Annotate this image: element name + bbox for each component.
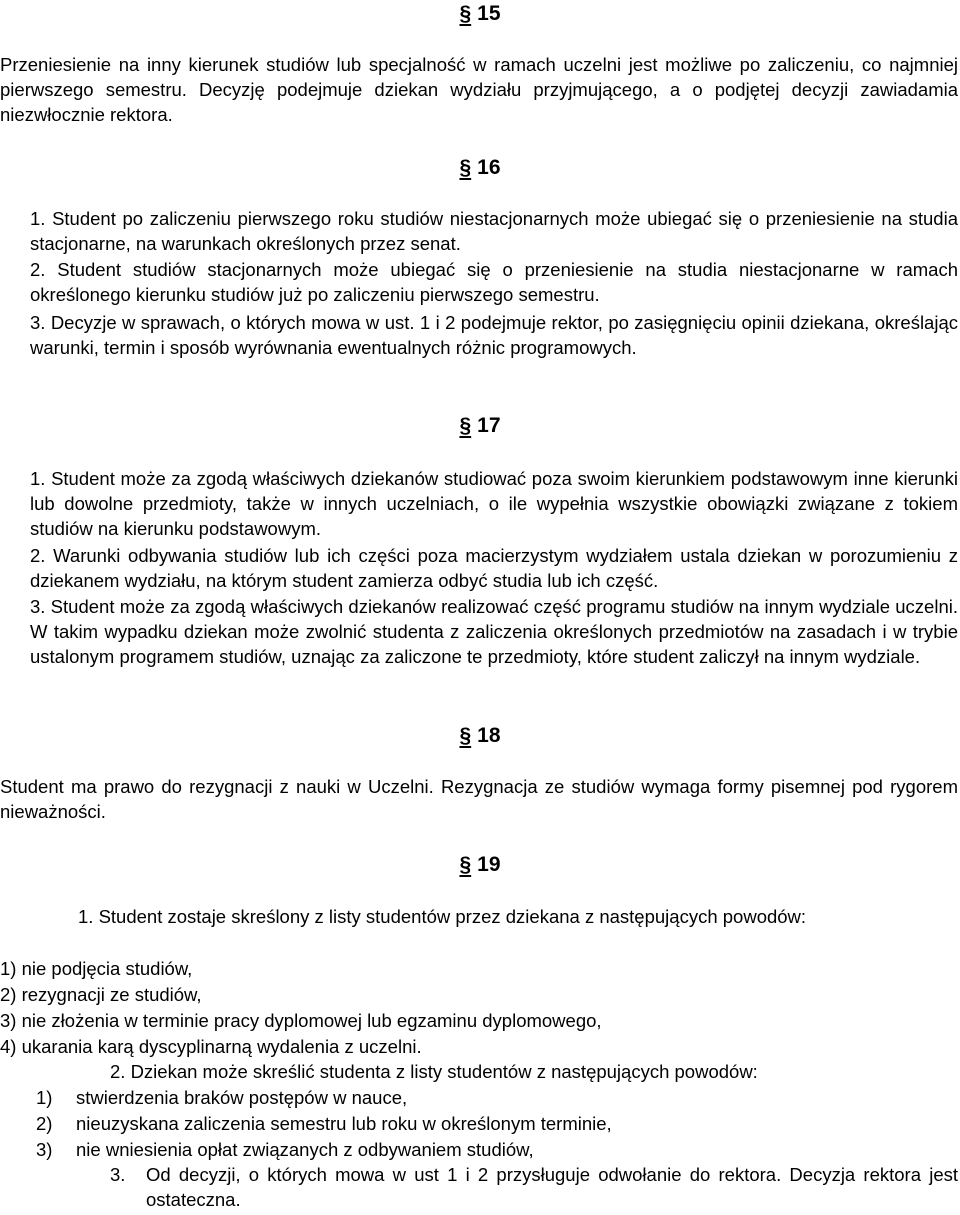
list-marker: 2): [36, 1113, 53, 1134]
section-19-list-2-item: [36, 1085, 960, 1110]
section-19-list-2-item: [36, 1137, 960, 1162]
section-17-item-3: 3. Student może za zgodą właściwych dziekanów realizować część programu studiów na innym wydziale uczelni. W takim wypadku dziekan może zwolnić studenta z zaliczenia określonych przedmiotów na zasadach i w trybie ustalonym programem studiów, uznając za zaliczone te przedmioty, które student zaliczył na innym wydziale.: [30, 596, 958, 667]
section-16-item-3: 3. Decyzje w sprawach, o których mowa w ust. 1 i 2 podejmuje rektor, po zasięgnięciu opinii dziekana, określając warunki, termin i sposób wyrównania ewentualnych różnic programowych.: [30, 312, 958, 358]
section-sign: §: [459, 414, 472, 437]
list-text: nie wniesienia opłat związanych z odbywaniem studiów,: [76, 1139, 534, 1160]
section-sign: §: [459, 156, 472, 179]
section-sign: §: [459, 724, 472, 747]
list-marker: 3.: [110, 1164, 126, 1185]
section-18-text: Student ma prawo do rezygnacji z nauki w Uczelni. Rezygnacja ze studiów wymaga formy pisemnej pod rygorem nieważności.: [0, 776, 958, 822]
section-19-paragraph-2: 2. Dziekan może skreślić studenta z listy studentów z następujących powodów:: [110, 1061, 758, 1082]
section-19-list-1-item: 4) ukarania karą dyscyplinarną wydalenia z uczelni.: [0, 1036, 422, 1057]
section-19-heading: [0, 853, 960, 877]
section-16-heading: [0, 156, 960, 180]
section-sign: §: [459, 853, 472, 876]
section-19-paragraph-1: 1. Student zostaje skreślony z listy studentów przez dziekana z następujących powodów:: [78, 906, 807, 927]
section-16-item-2: 2. Student studiów stacjonarnych może ubiegać się o przeniesienie na studia niestacjonarne w ramach określonego kierunku studiów już po zaliczeniu pierwszego semestru.: [30, 259, 958, 305]
section-15-heading: [0, 2, 960, 26]
section-18-heading: [0, 724, 960, 748]
section-17-heading: [0, 414, 960, 438]
section-number: 16: [477, 156, 501, 179]
section-19-list-1-item: 3) nie złożenia w terminie pracy dyplomowej lub egzaminu dyplomowego,: [0, 1010, 602, 1031]
section-19-list-1-item: 1) nie podjęcia studiów,: [0, 958, 193, 979]
section-sign: §: [459, 2, 472, 25]
list-marker: 1): [36, 1087, 53, 1108]
section-number: 17: [477, 414, 501, 437]
section-16-item-1: 1. Student po zaliczeniu pierwszego roku studiów niestacjonarnych może ubiegać się o przeniesienie na studia stacjonarne, na warunkach określonych przez senat.: [30, 208, 958, 254]
section-17-item-1: 1. Student może za zgodą właściwych dziekanów studiować poza swoim kierunkiem podstawowym inne kierunki lub dowolne przedmioty, także w innych uczelniach, o ile wypełnia wszystkie obowiązki związane z tokiem studiów na kierunku podstawowym.: [30, 468, 958, 539]
section-19-list-1-item: 2) rezygnacji ze studiów,: [0, 984, 202, 1005]
section-15-text: Przeniesienie na inny kierunek studiów lub specjalność w ramach uczelni jest możliwe po zaliczeniu, co najmniej pierwszego semestru. Decyzję podejmuje dziekan wydziału przyjmującego, a o podjętej decyzji zawiadamia niezwłocznie rektora.: [0, 54, 958, 125]
list-text: stwierdzenia braków postępów w nauce,: [76, 1087, 408, 1108]
section-19-paragraph-3: [110, 1162, 958, 1212]
section-17-item-2: 2. Warunki odbywania studiów lub ich części poza macierzystym wydziałem ustala dziekan w porozumieniu z dziekanem wydziału, na którym student zamierza odbyć studia lub ich część.: [30, 545, 958, 591]
section-number: 18: [477, 724, 501, 747]
list-text: nieuzyskana zaliczenia semestru lub roku w określonym terminie,: [76, 1113, 612, 1134]
section-19-list-2-item: [36, 1111, 960, 1136]
list-marker: 3): [36, 1139, 53, 1160]
section-number: 19: [477, 853, 501, 876]
paragraph-text: Od decyzji, o których mowa w ust 1 i 2 przysługuje odwołanie do rektora. Decyzja rektora jest ostateczna.: [146, 1164, 958, 1210]
section-number: 15: [477, 2, 501, 25]
